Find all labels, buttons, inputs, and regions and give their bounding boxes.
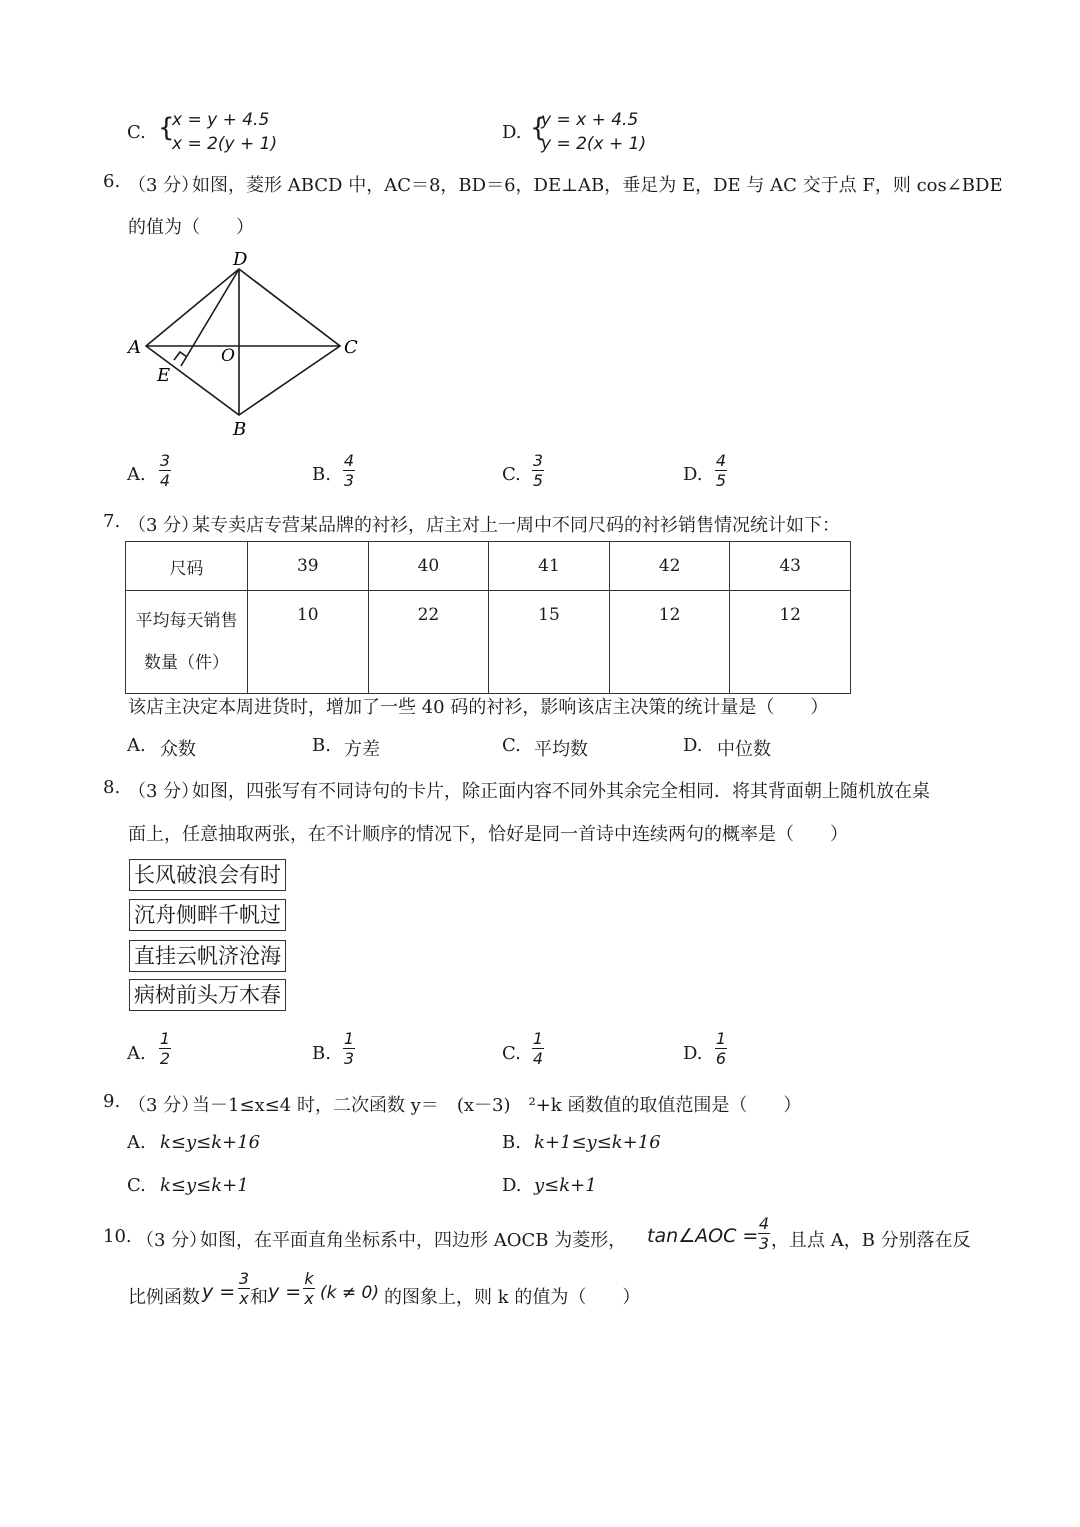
option-label: A. (127, 1132, 146, 1153)
equation-1: y = x + 4.5 (541, 110, 639, 130)
table-row (126, 591, 851, 694)
brace-icon: { (158, 113, 175, 143)
option-text: 众数 (160, 739, 196, 760)
option-text: y≤k+1 (534, 1175, 597, 1196)
option-label: D. (683, 464, 703, 485)
table-cell: 12 (730, 591, 851, 694)
table-cell: 39 (248, 542, 369, 591)
label-d: D (233, 249, 248, 270)
option-fraction: 3 5 (532, 451, 544, 490)
label-b: B (233, 419, 247, 440)
option-fraction: 4 3 (343, 451, 355, 490)
question-points: （3 分） (128, 515, 200, 536)
option-label: D. (502, 122, 522, 143)
option-fraction: 1 2 (159, 1029, 171, 1068)
equation-1: x = y + 4.5 (172, 110, 270, 130)
poem-card: 病树前头万木春 (129, 979, 286, 1011)
option-label: B. (312, 1043, 331, 1064)
function-fraction-1: 3 x (238, 1269, 250, 1308)
function-y1: y = (202, 1281, 236, 1303)
header-line: 平均每天销售 (135, 611, 238, 631)
table-cell: 12 (609, 591, 730, 694)
question-text: 如图，四张写有不同诗句的卡片，除正面内容不同外其余完全相同．将其背面朝上随机放在桌 (192, 781, 930, 802)
label-a: A (128, 337, 141, 358)
table-cell: 10 (248, 591, 369, 694)
header-line: 数量（件） (144, 653, 229, 673)
question-number: 7. (103, 511, 121, 532)
option-text: 平均数 (534, 739, 588, 760)
table-cell: 41 (489, 542, 610, 591)
option-label: C. (502, 464, 521, 485)
option-label: D. (502, 1175, 522, 1196)
equation-2: y = 2(x + 1) (541, 134, 647, 154)
question-text: 如图，菱形 ABCD 中，AC＝8，BD＝6，DE⊥AB，垂足为 E，DE 与 AC 交于点 F，则 cos∠BDE (192, 175, 1003, 196)
option-text: k≤y≤k+16 (160, 1132, 261, 1153)
function-fraction-2: k x (304, 1269, 314, 1308)
question-text: 如图，在平面直角坐标系中，四边形 AOCB 为菱形， (200, 1230, 627, 1251)
question-text: 当－1≤x≤4 时，二次函数 y＝ (x－3) ²+k 函数值的取值范围是（ ） (192, 1095, 802, 1116)
option-fraction: 1 4 (532, 1029, 544, 1068)
option-fraction: 1 3 (343, 1029, 355, 1068)
brace-icon: { (530, 113, 547, 143)
table-row (126, 542, 851, 591)
option-label: C. (127, 1175, 146, 1196)
question-number: 9. (103, 1091, 121, 1112)
question-text: 和 (250, 1287, 268, 1308)
option-fraction: 4 5 (715, 451, 727, 490)
table-header-cell (126, 591, 248, 694)
label-o: O (221, 346, 235, 366)
question-text: 该店主决定本周进货时，增加了一些 40 码的衬衫，影响该店主决策的统计量是（ ） (128, 697, 829, 718)
option-label: A. (127, 1043, 146, 1064)
equation-2: x = 2(y + 1) (172, 134, 278, 154)
question-points: （3 分） (128, 175, 200, 196)
option-label: C. (127, 122, 146, 143)
rhombus-outline (146, 269, 340, 415)
question-text: 面上，任意抽取两张，在不计顺序的情况下，恰好是同一首诗中连续两句的概率是（ ） (128, 824, 848, 845)
label-c: C (344, 337, 358, 358)
tan-fraction: 4 3 (758, 1214, 770, 1253)
option-text: k≤y≤k+1 (160, 1175, 249, 1196)
question-number: 8. (103, 777, 121, 798)
question-number: 10. (103, 1226, 132, 1247)
condition: (k ≠ 0) (320, 1283, 379, 1303)
option-label: B. (312, 735, 331, 756)
question-text: 的图象上，则 k 的值为（ ） (384, 1287, 641, 1308)
question-text: 的值为（ ） (128, 217, 254, 238)
function-y2: y = (268, 1281, 302, 1303)
question-number: 6. (103, 171, 121, 192)
option-label: C. (502, 1043, 521, 1064)
sales-table (125, 541, 851, 694)
option-text: k+1≤y≤k+16 (534, 1132, 661, 1153)
option-label: C. (502, 735, 521, 756)
label-e: E (157, 365, 171, 386)
option-label: B. (312, 464, 331, 485)
option-text: 中位数 (717, 739, 771, 760)
option-fraction: 3 4 (159, 451, 171, 490)
question-text: ，且点 A，B 分别落在反 (771, 1230, 971, 1251)
option-text: 方差 (344, 739, 380, 760)
table-cell: 15 (489, 591, 610, 694)
poem-card: 长风破浪会有时 (129, 859, 286, 891)
tan-expression: tan∠AOC = (647, 1225, 759, 1247)
table-cell: 40 (368, 542, 489, 591)
option-label: D. (683, 735, 703, 756)
table-cell: 22 (368, 591, 489, 694)
poem-card: 直挂云帆济沧海 (129, 940, 286, 972)
option-label: A. (127, 464, 146, 485)
question-text: 某专卖店专营某品牌的衬衫，店主对上一周中不同尺码的衬衫销售情况统计如下： (192, 515, 840, 536)
option-label: D. (683, 1043, 703, 1064)
table-cell: 43 (730, 542, 851, 591)
question-points: （3 分） (128, 1095, 200, 1116)
question-text: 比例函数 (128, 1287, 200, 1308)
option-label: A. (127, 735, 146, 756)
option-label: B. (502, 1132, 521, 1153)
poem-card: 沉舟侧畔千帆过 (129, 899, 286, 931)
table-header-cell: 尺码 (126, 542, 248, 591)
question-points: （3 分） (128, 781, 200, 802)
option-fraction: 1 6 (715, 1029, 727, 1068)
rhombus-figure (120, 245, 370, 445)
question-points: （3 分） (136, 1230, 208, 1251)
table-cell: 42 (609, 542, 730, 591)
